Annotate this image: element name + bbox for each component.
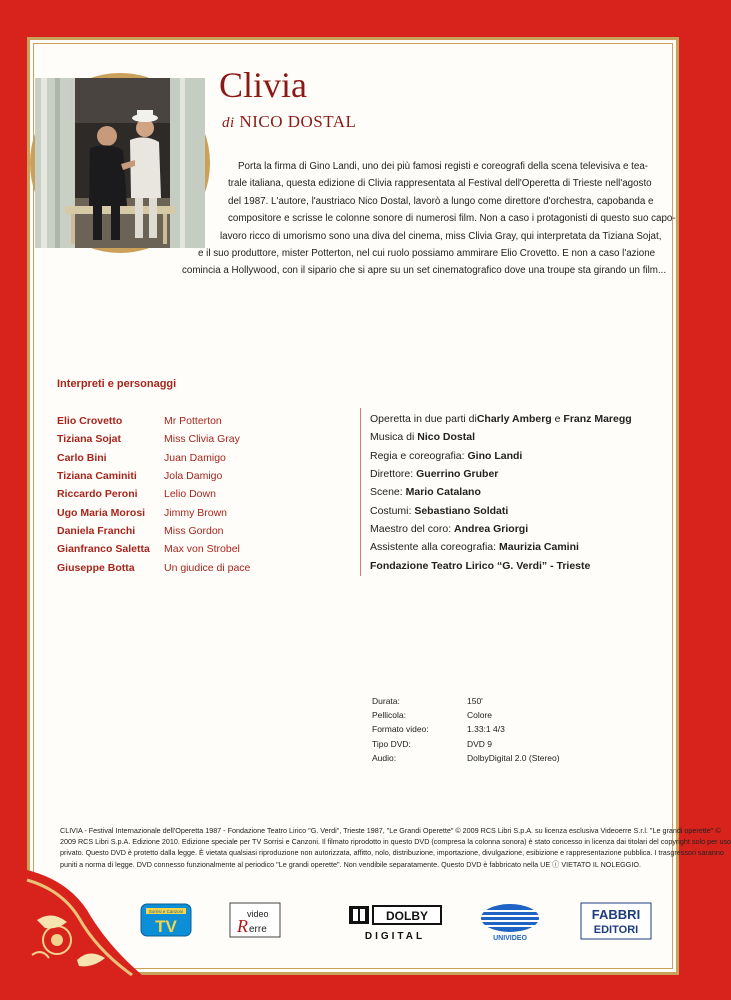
spec-label: Durata: [372, 696, 400, 706]
actor-name: Carlo Bini [57, 451, 107, 464]
character-name: Jimmy Brown [164, 506, 228, 519]
credit-value: Andrea Griorgi [454, 522, 529, 535]
cast-heading: Interpreti e personaggi [57, 378, 177, 390]
spec-label: Audio: [372, 752, 397, 763]
actor-name: Tiziana Caminiti [57, 470, 137, 483]
credit-value: Maurizia Camini [498, 541, 579, 554]
legal-notice [60, 825, 731, 870]
credit-value: Sebastiano Soldati [414, 504, 509, 517]
dvd-specs [372, 696, 560, 767]
editori-text: EDITORI [593, 924, 639, 936]
fabbri-text: FABBRI [591, 907, 641, 922]
synopsis-line: comincia a Hollywood, con il sipario che si apre su un set cinematografico dove una troupe sta girando un film... [182, 265, 667, 277]
dolby-digital-logo [347, 902, 443, 942]
cast-row [57, 540, 250, 558]
spec-value: 150' [467, 696, 483, 706]
credit-line [370, 428, 632, 446]
credit-line [370, 447, 632, 465]
cast-list [57, 412, 250, 577]
synopsis-line: Porta la firma di Gino Landi, uno dei più famosi registi e coreografi della scena televisiva e tea- [238, 161, 649, 172]
videoerre-erre-text: erre [249, 924, 267, 935]
legal-line: CLIVIA - Festival Internazionale dell'Operetta 1987 - Fondazione Teatro Lirico "G. Verdi", Trieste 1987, "Le Grandi Operette" © 2009 RCS Libri S.p.A. su licenza esclusiva Videoerre S.r.l. "Le grandi operette" © [60, 826, 721, 835]
svg-text:R: R [237, 916, 248, 936]
credit-label: Direttore: [370, 468, 417, 481]
credit-line [370, 410, 632, 428]
credit-value: Mario Catalano [405, 486, 481, 499]
cast-row [57, 467, 250, 485]
tv-text: TV [155, 917, 177, 936]
cast-row [57, 449, 250, 467]
subtitle-di: di [222, 115, 235, 131]
spec-value: Colore [467, 710, 493, 721]
credit-label: Assistente alla coreografia: [370, 541, 499, 554]
cast-row [57, 412, 250, 430]
cast-row [57, 503, 250, 521]
spec-row [372, 724, 560, 738]
credits-list [370, 410, 632, 575]
synopsis-paragraph [182, 158, 676, 280]
credit-line [370, 520, 632, 538]
credit-line [370, 465, 632, 483]
character-name: Miss Clivia Gray [164, 433, 240, 446]
character-name: Miss Gordon [164, 524, 224, 537]
spec-row [372, 753, 560, 767]
credit-value: Charly Amberg [476, 413, 552, 426]
character-name: Mr Potterton [164, 415, 222, 428]
credit-value: Franz Maregg [563, 413, 632, 426]
credit-line [370, 501, 632, 519]
spec-value: DVD 9 [467, 738, 493, 749]
character-name: Juan Damigo [164, 451, 226, 464]
credit-line [370, 483, 632, 501]
synopsis-line: lavoro ricco di umorismo sono una diva del cinema, miss Clivia Gray, qui interpretata da Tiziana Sojat, [220, 230, 662, 242]
actor-name: Ugo Maria Morosi [57, 506, 146, 519]
actor-name: Elio Crovetto [57, 415, 123, 428]
videoerre-video-text: video [247, 909, 269, 919]
credit-value: Nico Dostal [417, 431, 476, 444]
univideo-logo [479, 902, 541, 942]
credit-value: Gino Landi [467, 449, 523, 462]
legal-line: privato. Questo DVD è protetto dalla legge. È vietata qualsiasi riproduzione non autorizzata, affitto, nolo, distribuzione, importazione, divulgazione, esibizione e rappresentazione pubblica. I trasgressori saranno [60, 848, 724, 858]
character-name: Max von Strobel [164, 543, 240, 556]
character-name: Jola Damigo [164, 470, 223, 483]
composer-name: NICO DOSTAL [239, 112, 357, 131]
spec-row [372, 739, 560, 753]
synopsis-line: e il suo produttore, mister Potterton, nel cui ruolo possiamo ammirare Elio Crovetto. E non a caso l'azione [198, 248, 656, 260]
synopsis-line: del 1987. L'autore, l'austriaco Nico Dostal, lavorò a lungo come direttore d'orchestra, capobanda e [228, 195, 654, 207]
stage-scene-image [35, 78, 205, 248]
corner-ornament [27, 870, 142, 975]
legal-line: 2009 RCS Libri S.p.A. Edizione 2010. Edizione speciale per TV Sorrisi e Canzoni. Il filmato riprodotto in questo DVD (compresa la colonna sonora) è stato concesso in licenza dai titolari del copyright solo per uso [60, 837, 731, 847]
credit-label: Regia e coreografia: [370, 449, 468, 462]
fabbri-editori-logo [580, 902, 652, 940]
composer-subtitle [222, 112, 356, 132]
actor-name: Gianfranco Saletta [57, 543, 150, 556]
credit-label: Musica di [370, 431, 418, 444]
character-name: Lelio Down [164, 488, 216, 501]
credit-line [370, 538, 632, 556]
credit-line [370, 556, 632, 574]
cast-row [57, 522, 250, 540]
logo-strip [140, 902, 660, 942]
tv-sorrisi-logo [140, 902, 192, 938]
cast-row [57, 430, 250, 448]
videoerre-logo [229, 902, 281, 938]
spec-value: DolbyDigital 2.0 (Stereo) [467, 752, 560, 763]
credit-label: Maestro del coro: [370, 522, 455, 535]
character-name: Un giudice di pace [164, 561, 251, 574]
tv-sorrisi-small-text: Sorrisi e Canzoni [148, 909, 184, 914]
spec-row [372, 696, 560, 710]
scene-photo [30, 73, 210, 253]
spec-label: Tipo DVD: [372, 738, 411, 749]
digital-text: DIGITAL [364, 931, 426, 942]
legal-line: puniti a norma di legge. DVD connesso funzionalmente al periodico "Le grandi operette". Non vendibile separatamente. Questo DVD è fabbricato nella UE ⓘ VIETATO IL NOLEGGIO. [60, 859, 641, 869]
univideo-text: UNIVIDEO [493, 935, 527, 942]
column-divider [360, 408, 361, 576]
credit-label: Costumi: [370, 504, 415, 517]
actor-name: Riccardo Peroni [57, 488, 138, 501]
credit-label: Operetta in due parti di [370, 413, 477, 426]
spec-label: Formato video: [372, 724, 429, 735]
actor-name: Tiziana Sojat [57, 433, 121, 446]
spec-row [372, 710, 560, 724]
actor-name: Daniela Franchi [57, 524, 136, 537]
dolby-text: DOLBY [386, 909, 428, 923]
page-title: Clivia [219, 65, 307, 105]
credit-label: Scene: [370, 486, 406, 499]
credit-label: e [551, 413, 564, 426]
cast-row [57, 485, 250, 503]
credit-value: Fondazione Teatro Lirico “G. Verdi” - Trieste [370, 559, 591, 572]
cast-row [57, 558, 250, 576]
credit-value: Guerrino Gruber [416, 468, 499, 481]
synopsis-line: trale italiana, questa edizione di Clivia rappresentata al Festival dell'Operetta di Trieste nell'agosto [228, 178, 652, 190]
spec-value: 1.33:1 4/3 [467, 724, 505, 735]
actor-name: Giuseppe Botta [57, 561, 135, 574]
synopsis-line: compositore e scrisse le colonne sonore di numerosi film. Non a caso i protagonisti di questo suo capo- [228, 213, 676, 225]
spec-label: Pellicola: [372, 710, 407, 721]
